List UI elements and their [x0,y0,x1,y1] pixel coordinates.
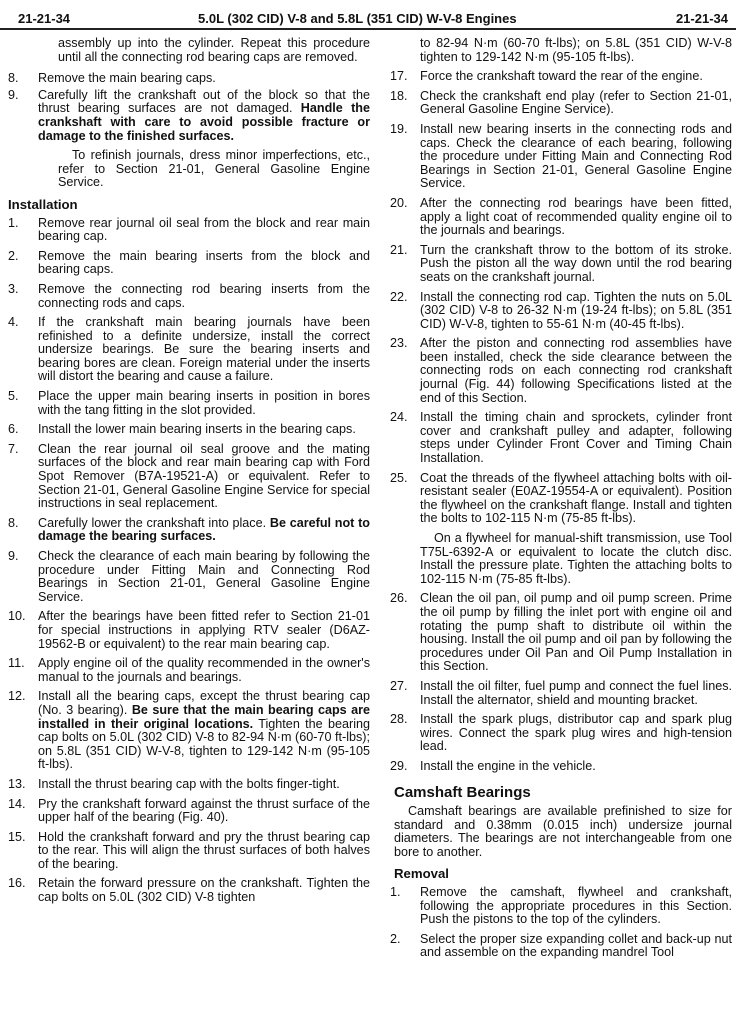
list-item [8,423,370,437]
list-item [8,89,370,143]
step-number: 4. [8,315,19,330]
step-text: Install the lower main bearing inserts in the bearing caps. [38,422,356,437]
caution-text: Handle the crankshaft with care to avoid possible fracture or damage to the finished surfaces. [38,101,370,143]
left-column [8,37,370,911]
list-item [390,760,732,774]
step-number: 21. [390,242,408,257]
step-note: On a flywheel for manual-shift transmission, use Tool T75L-6392-A or equivalent to locate the clutch disc. Install the pressure plate. Tighten the attaching bolts to 102-115 N·m (75-85 ft-lbs). [420,531,732,586]
step-text: Install the spark plugs, distributor cap and spark plug wires. Connect the spark plug wires and high-tension lead. [420,712,732,754]
installation-steps-right-continued [390,592,732,773]
step-number: 8. [8,71,19,86]
list-item [8,610,370,651]
list-item [8,517,370,544]
removal-steps [390,886,732,960]
list-item [390,123,732,191]
list-item [8,798,370,825]
step-text [38,690,370,772]
list-item [390,291,732,332]
step-text: Remove the main bearing caps. [38,71,216,86]
list-item [390,411,732,465]
installation-steps-final [8,778,370,905]
page-header [0,8,736,28]
list-item [390,70,732,84]
step-text: Select the proper size expanding collet and back-up nut and assemble on the expanding mandrel Tool [420,931,732,960]
list-item [8,283,370,310]
step-text: After the piston and connecting rod assemblies have been installed, check the side clearance between the connecting rods on each connecting rod crankshaft journal (Fig. 44) following Specifications listed at the end of this Section. [420,336,732,405]
step-text: Check the clearance of each main bearing by following the procedure under Fitting Main and Connecting Rod Bearings in Section 21-01, General Gasoline Engine Service. [38,549,370,604]
list-item [8,72,370,86]
running-title: 5.0L (302 CID) V-8 and 5.8L (351 CID) W-V-8 Engines [198,11,517,26]
step-number: 20. [390,195,408,210]
list-item [390,886,732,927]
section-heading-installation: Installation [8,196,78,212]
section-heading-camshaft-bearings: Camshaft Bearings [394,783,531,801]
step-text: Retain the forward pressure on the crankshaft. Tighten the cap bolts on 5.0L (302 CID) V-8 tighten [38,876,370,905]
step-text: Pry the crankshaft forward against the thrust surface of the upper half of the bearing (Fig. 40). [38,796,370,825]
step-number: 18. [390,88,408,103]
step-text: Remove rear journal oil seal from the block and rear main bearing cap. [38,215,370,244]
section-heading-removal: Removal [394,866,449,882]
continuation-text: to 82-94 N·m (60-70 ft-lbs); on 5.8L (351 CID) W-V-8 tighten to 129-142 N·m (95-105 ft-lbs). [420,36,732,64]
step-text: Clean the oil pan, oil pump and oil pump screen. Prime the oil pump by filling the inlet port with engine oil and rotating the pump shaft to distribute oil within the housing. Install the oil pump and oil pan by following the procedures under Oil Pan and Oil Pump Installation in this Section. [420,591,732,674]
caution-text: Be sure that the main bearing caps are installed in their original locations. [38,702,371,731]
step-text: After the connecting rod bearings have been fitted, apply a light coat of recommended quality engine oil to the journals and bearings. [420,195,732,238]
step-text: Remove the camshaft, flywheel and crankshaft, following the appropriate procedures in this Section. Push the pistons to the top of the cylinders. [420,885,732,927]
step-number: 24. [390,410,408,425]
step-number: 2. [8,248,19,263]
step-number: 14. [8,796,26,811]
list-item [390,197,732,238]
list-item [8,657,370,684]
continuation-text: assembly up into the cylinder. Repeat this procedure until all the connecting rod bearing caps are removed. [58,36,370,64]
step-text: Install the timing chain and sprockets, cylinder front cover and crankshaft pulley and adapter, following steps under Cylinder Front Cover and Timing Chain Installation. [420,410,732,466]
step-number: 13. [8,776,26,791]
step-number: 15. [8,829,26,844]
step-text-plain: Install all the bearing caps, except the thrust bearing cap (No. 3 bearing). [38,689,370,717]
step-number: 3. [8,281,19,296]
step-number: 22. [390,289,408,304]
step-text: Hold the crankshaft forward and pry the thrust bearing cap to the rear. This will align the thrust surfaces of both halves of the bearing. [38,829,370,871]
list-item [8,443,370,511]
list-item [8,690,370,772]
list-item [8,316,370,384]
step-text: Turn the crankshaft throw to the bottom of its stroke. Push the piston all the way down until the rod bearing seats on the crankshaft journal. [420,242,732,284]
list-item [390,337,732,405]
step-text: Clean the rear journal oil seal groove and the mating surfaces of the block and rear main bearing cap with Ford Spot Remover (B7A-19521-A) or equivalent. Refer to Section 21-01, General Gasoline Engine Service for special instructions in seal replacement. [38,441,370,511]
list-item [390,680,732,707]
step-text [38,89,370,143]
list-item [390,713,732,754]
list-item [390,933,732,960]
header-rule [0,28,736,30]
step-number: 19. [390,121,408,136]
step-number: 5. [8,389,19,404]
step-text: Install the thrust bearing cap with the bolts finger-tight. [38,776,340,791]
caution-text: Be careful not to damage the bearing surfaces. [38,515,370,544]
step-text: Check the crankshaft end play (refer to Section 21-01, General Gasoline Engine Service). [420,88,732,117]
step-number: 1. [390,885,401,900]
step-number: 26. [390,591,408,606]
step-text: If the crankshaft main bearing journals have been refinished to a definite undersize, install the correct undersize bearings. Be sure the bearing inserts and bearing bores are clean. Foreign material under the inserts will distort the bearing and cause a failure. [38,315,370,384]
step-text: Remove the main bearing inserts from the block and bearing caps. [38,248,370,277]
list-item [8,250,370,277]
list-item [8,550,370,604]
step-text: Install the oil filter, fuel pump and connect the fuel lines. Install the alternator, shield and mounting bracket. [420,678,732,707]
step-text-plain: Carefully lift the crankshaft out of the block so that the thrust bearing surfaces are not damaged. [38,87,370,116]
step-note: To refinish journals, dress minor imperfections, etc., refer to Section 21-01, General Gasoline Engine Service. [58,148,370,190]
step-number: 1. [8,215,19,230]
right-column [390,37,732,966]
step-number: 9. [8,549,19,563]
list-item [8,778,370,792]
list-item [8,877,370,904]
step-text: Coat the threads of the flywheel attaching bolts with oil-resistant sealer (E0AZ-19554-A or equivalent). Position the flywheel on the crankshaft flange. Install and tighten the bolts to 102-115 N·m (75-85 ft-lbs). [420,470,732,526]
step-number: 28. [390,712,408,727]
list-item [8,831,370,872]
step-number: 23. [390,336,408,351]
step-number: 11. [8,656,25,671]
list-item [8,217,370,244]
step-text: Force the crankshaft toward the rear of the engine. [420,69,703,84]
step-number: 27. [390,678,408,693]
step-text [38,517,370,544]
camshaft-paragraph: Camshaft bearings are available prefinished to size for standard and 0.38mm (0.015 inch) undersize journal diameters. The bearings are not interchangeable from one bore to another. [394,804,732,859]
step-number: 12. [8,689,26,704]
installation-steps-right [390,70,732,526]
step-number: 16. [8,876,26,891]
step-text: Install the connecting rod cap. Tighten the nuts on 5.0L (302 CID) V-8 to 26-32 N·m (19-24 ft-lbs); on 5.8L (351 CID) W-V-8, tighten to 55-61 N·m (40-45 ft-lbs). [420,289,732,331]
list-item [390,472,732,526]
step-number: 25. [390,470,408,485]
page-number-left: 21-21-34 [18,11,71,26]
step-text: Remove the connecting rod bearing inserts from the connecting rods and caps. [38,281,370,310]
step-number: 9. [8,87,19,102]
step-number: 6. [8,422,19,437]
step-number: 17. [390,69,408,84]
step-text: Install new bearing inserts in the connecting rods and caps. Check the clearance of each bearing, following the procedure under Fitting Main and Connecting Rod Bearings in Section 21-01, General Gasoline Engine Service. [420,121,732,191]
step-number: 10. [8,609,26,624]
step-number: 29. [390,758,408,773]
step-text-plain: Carefully lower the crankshaft into place. [38,515,267,530]
list-item [390,244,732,285]
step-text: Install the engine in the vehicle. [420,758,596,773]
list-item [390,90,732,117]
page-number-right: 21-21-34 [675,11,728,26]
step-number: 8. [8,515,19,530]
installation-steps-continued [8,550,370,684]
step-text: After the bearings have been fitted refer to Section 21-01 for special instructions in applying RTV sealer (D6AZ-19562-B or equivalent) to the rear main bearing cap. [38,609,370,651]
installation-steps [8,217,370,511]
step-text: Place the upper main bearing inserts in position in bores with the tang fitting in the slot provided. [38,389,370,417]
step-number: 2. [390,931,401,946]
list-item [8,390,370,417]
list-item [390,592,732,674]
step-number: 7. [8,441,19,456]
step-text: Apply engine oil of the quality recommended in the owner's manual to the journals and bearings. [38,656,370,684]
step-text-plain: Tighten the bearing cap bolts on 5.0L (302 CID) V-8 to 82-94 N·m (60-70 ft-lbs); on 5.8L (351 CID) W-V-8, tighten to 129-142 N·m (95-105 ft-lbs). [38,716,371,772]
